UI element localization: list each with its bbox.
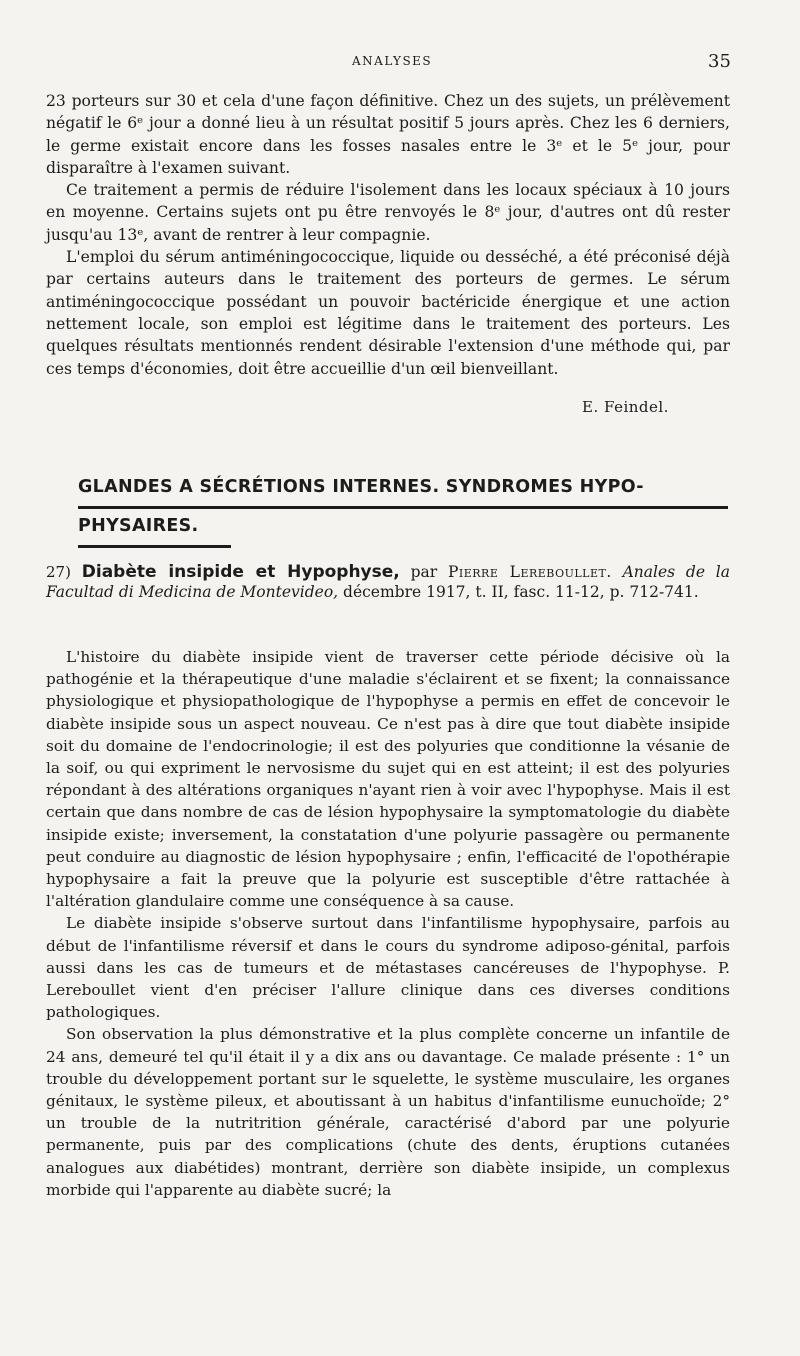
article-author: Pierre Lereboullet. (447, 563, 612, 581)
section-heading (78, 470, 728, 548)
article-body (46, 646, 730, 1201)
paragraph: L'histoire du diabète insipide vient de traverser cette période décisive où la pathogénie et la thérapeutique d'une maladie s'éclairent et se fixent; la connaissance physiologique et physiopathologique de l'hypophyse a permis en effet de concevoir le diabète insipide sous un aspect nouveau. Ce n'est pas à dire que tout diabète insipide soit du domaine de l'endocrinologie; il est des polyuries que conditionne la vésanie de la soif, ou qui expriment le nervosisme du sujet qui en est atteint; il est des polyuries répondant à des altérations organiques n'ayant rien à voir avec l'hypophyse. Mais il est certain que dans nombre de cas de lésion hypophysaire la symptomatologie du diabète insipide existe; inversement, la constatation d'une polyurie passagère ou permanente peut conduire au diagnostic de lésion hypophysaire ; enfin, l'efficacité de l'opothérapie hypophysaire a fait la preuve que la polyurie est susceptible d'être rattachée à l'altération glandulaire comme une conséquence à sa cause. (46, 648, 730, 911)
article-reference (46, 562, 730, 602)
author-signature: E. Feindel. (582, 398, 669, 416)
paragraph: L'emploi du sérum antiméningococcique, liquide ou desséché, a été préconisé déjà par certains auteurs dans le traitement des porteurs de germes. Le sérum antiméningococcique possédant un pouvoir bactéricide énergique et une action nettement locale, son emploi est légitime dans le traitement des porteurs. Les quelques résultats mentionnés rendent désirable l'extension d'une méthode qui, par ces temps d'économies, doit être accueillie d'un œil bienveillant. (46, 248, 730, 378)
article-by: par (410, 563, 438, 581)
paragraph: Son observation la plus démonstrative et la plus complète concerne un infantile de 24 ans, demeuré tel qu'il était il y a dix ans ou davantage. Ce malade présente : 1° un trouble du développement portant sur le squelette, le système musculaire, les organes génitaux, le système pileux, et aboutissant à un habitus d'infantilisme eunuchoïde; 2° un trouble de la nutritrition générale, caractérisé d'abord par une polyurie permanente, puis par des complications (chute des dents, éruptions cutanées analogues aux diabétides) montrant, derrière son diabète insipide, un complexus morbide qui l'apparente au diabète sucré; la (46, 1025, 730, 1199)
paragraph: Le diabète insipide s'observe surtout dans l'infantilisme hypophysaire, parfois au début de l'infantilisme réversif et dans le cours du syndrome adiposo-génital, parfois aussi dans les cas de tumeurs et de métastases cancéreuses de l'hypophyse. P. Lereboullet vient d'en préciser l'allure clinique dans ces diverses conditions pathologiques. (46, 914, 730, 1022)
article-citation: décembre 1917, t. II, fasc. 11-12, p. 712-741. (343, 583, 699, 601)
section-heading-line-2: PHYSAIRES. (78, 509, 231, 548)
article-number: 27) (46, 563, 71, 581)
running-title: ANALYSES (352, 54, 433, 68)
article-title: Diabète insipide et Hypophyse, (81, 562, 400, 582)
page-number: 35 (708, 51, 731, 72)
section-heading-line-1: GLANDES A SÉCRÉTIONS INTERNES. SYNDROMES HYPO- (78, 470, 728, 509)
article-journal: Anales de la Facultad di Medicina de Montevideo, (46, 563, 730, 601)
previous-article-text (46, 90, 730, 380)
paragraph: 23 porteurs sur 30 et cela d'une façon définitive. Chez un des sujets, un prélèvement négatif le 6ᵉ jour a donné lieu à un résultat positif 5 jours après. Chez les 6 derniers, le germe existait encore dans les fosses nasales entre le 3ᵉ et le 5ᵉ jour, pour disparaître à l'examen suivant. (46, 92, 730, 177)
running-head (0, 51, 800, 74)
paragraph: Ce traitement a permis de réduire l'isolement dans les locaux spéciaux à 10 jours en moyenne. Certains sujets ont pu être renvoyés le 8ᵉ jour, d'autres ont dû rester jusqu'au 13ᵉ, avant de rentrer à leur compagnie. (46, 181, 730, 244)
